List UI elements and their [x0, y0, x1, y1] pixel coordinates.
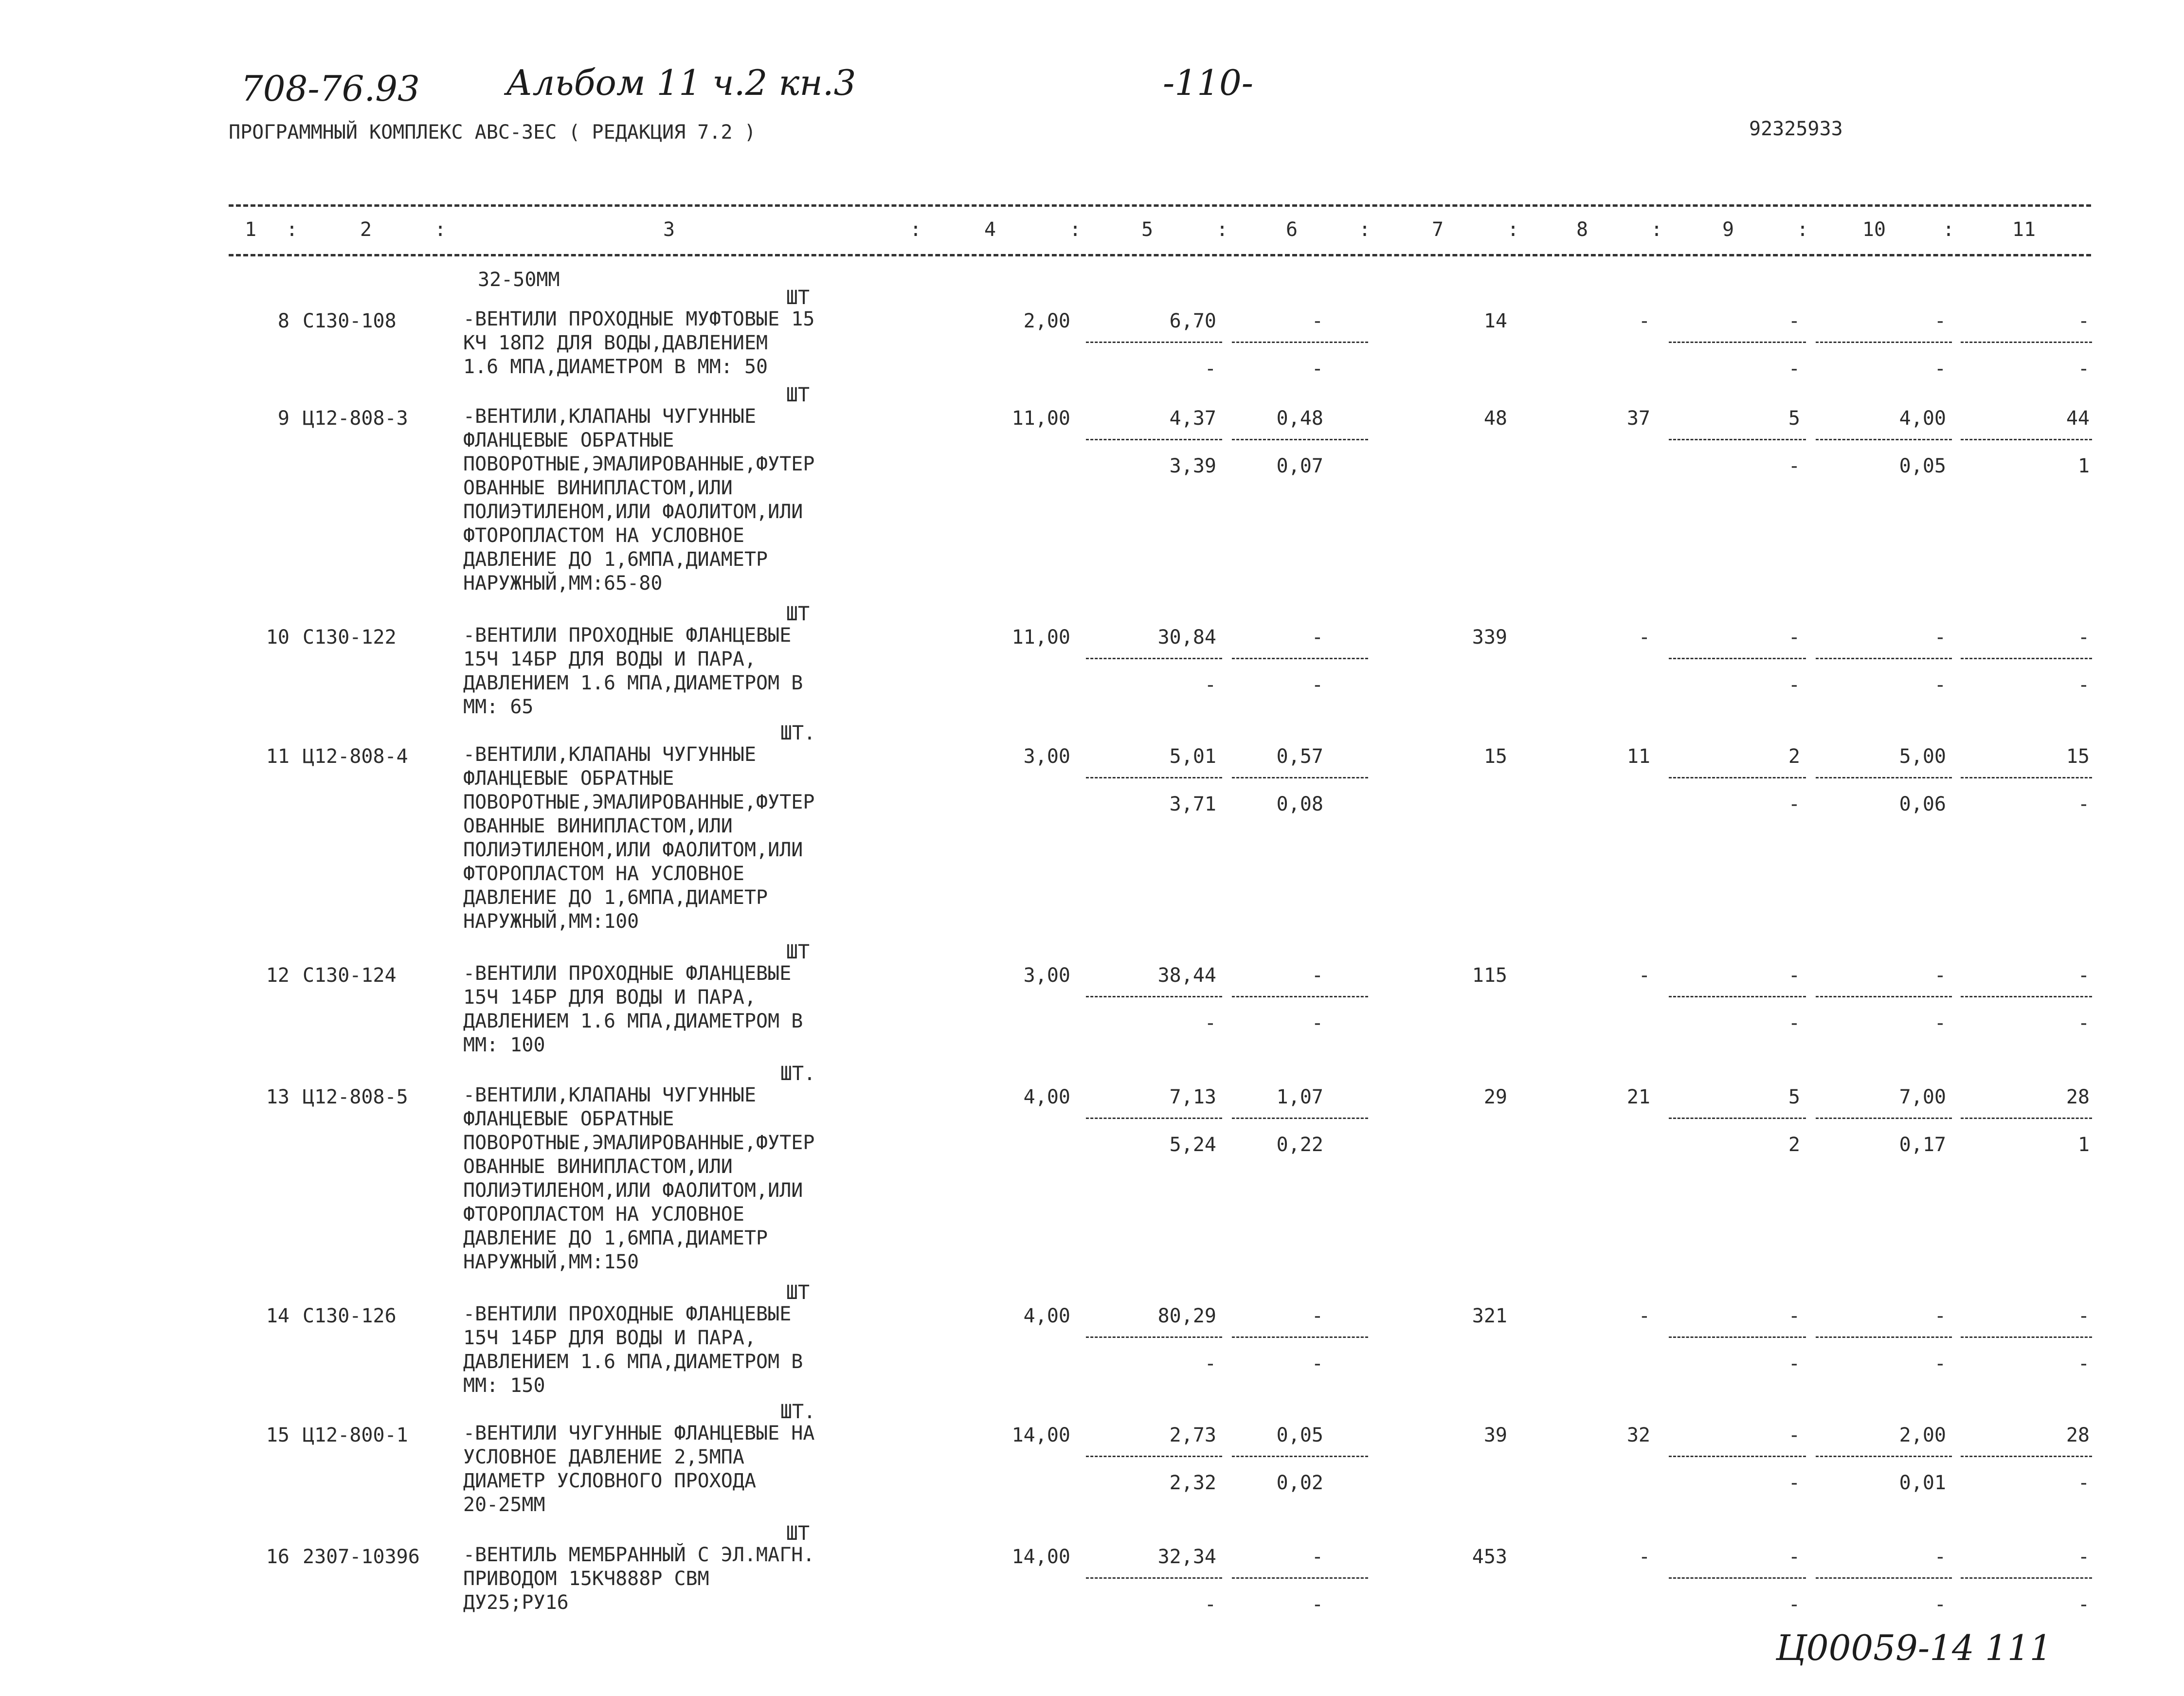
col5-sub-value: 3,39 [1169, 455, 1216, 477]
program-title: ПРОГРАММНЫЙ КОМПЛЕКС АВС-3ЕС ( РЕДАКЦИЯ 7.2 ) [229, 121, 756, 144]
row-number: 16 [266, 1546, 289, 1568]
col11-value: 15 [2066, 745, 2090, 768]
description-line: КЧ 18П2 ДЛЯ ВОДЫ,ДАВЛЕНИЕМ [463, 332, 768, 354]
col8-value: 11 [1626, 745, 1650, 768]
fraction-line [1816, 1336, 1952, 1338]
description-line: ПОЛИЭТИЛЕНОМ,ИЛИ ФАОЛИТОМ,ИЛИ [463, 839, 803, 861]
fraction-line [1232, 1336, 1368, 1338]
col5-value: 38,44 [1157, 964, 1216, 987]
unit-label: ШТ [786, 1522, 810, 1545]
col10-sub-value: - [1934, 1593, 1946, 1616]
col10-sub-value: - [1934, 1012, 1946, 1034]
footer-stamp: Ц00059-14 [1776, 1627, 1974, 1668]
column-header-11: 11 [2012, 218, 2036, 241]
col6-value: 0,05 [1276, 1424, 1323, 1446]
col9-sub-value: - [1788, 674, 1800, 696]
col5-sub-value: - [1204, 1593, 1216, 1616]
col11-value: - [2077, 1305, 2090, 1327]
col10-sub-value: 0,06 [1899, 793, 1946, 815]
column-header-3: 3 [663, 218, 675, 241]
col5-value: 30,84 [1157, 626, 1216, 649]
fraction-line [1961, 1456, 2092, 1457]
fraction-line [1086, 439, 1222, 440]
col10-sub-value: - [1934, 674, 1946, 696]
description-line: ДАВЛЕНИЕМ 1.6 МПА,ДИАМЕТРОМ В [463, 1351, 803, 1373]
description-line: ОВАННЫЕ ВИНИПЛАСТОМ,ИЛИ [463, 815, 733, 837]
fraction-line [1669, 342, 1806, 343]
description-line: -ВЕНТИЛИ,КЛАПАНЫ ЧУГУННЫЕ [463, 405, 757, 428]
col9-value: - [1788, 1424, 1800, 1446]
fraction-line [1816, 342, 1952, 343]
description-line: 20-25ММ [463, 1494, 545, 1516]
row-number: 12 [266, 964, 289, 987]
column-header-8: 8 [1576, 218, 1588, 241]
col10-value: - [1934, 1305, 1946, 1327]
col10-value: 7,00 [1899, 1086, 1946, 1108]
row-description [463, 405, 814, 595]
unit-label: ШТ. [780, 722, 816, 744]
col4-value: 2,00 [1023, 310, 1070, 332]
column-separator: : [286, 218, 298, 241]
col5-value: 7,13 [1169, 1086, 1216, 1108]
col10-sub-value: 0,01 [1899, 1472, 1946, 1494]
col7-value: 115 [1472, 964, 1507, 987]
col8-value: 32 [1626, 1424, 1650, 1446]
description-line: -ВЕНТИЛИ ПРОХОДНЫЕ ФЛАНЦЕВЫЕ [463, 962, 792, 985]
col5-value: 6,70 [1169, 310, 1216, 332]
row-code: С130-124 [303, 964, 397, 987]
description-line: ДУ25;РУ16 [463, 1591, 569, 1614]
col6-sub-value: - [1311, 1012, 1323, 1034]
col11-sub-value: - [2077, 358, 2090, 380]
fraction-line [1816, 996, 1952, 997]
col6-sub-value: - [1311, 1593, 1323, 1616]
col7-value: 453 [1472, 1546, 1507, 1568]
row-description [463, 307, 814, 379]
col8-value: - [1638, 626, 1650, 649]
fraction-line [1816, 1577, 1952, 1579]
col4-value: 3,00 [1023, 964, 1070, 987]
row-number: 9 [277, 407, 289, 430]
description-line: -ВЕНТИЛЬ МЕМБРАННЫЙ С ЭЛ.МАГН. [463, 1544, 815, 1566]
col8-value: - [1638, 310, 1650, 332]
fraction-line [1086, 1118, 1222, 1119]
col4-value: 11,00 [1011, 407, 1070, 430]
col9-value: - [1788, 626, 1800, 649]
col9-sub-value: - [1788, 1012, 1800, 1034]
fraction-line [1086, 342, 1222, 343]
header-rule-bottom [229, 254, 2091, 256]
col6-value: - [1311, 964, 1323, 987]
col6-value: - [1311, 626, 1323, 649]
col7-value: 15 [1483, 745, 1507, 768]
fraction-line [1232, 658, 1368, 659]
col10-sub-value: - [1934, 1353, 1946, 1375]
fraction-line [1669, 777, 1806, 778]
col10-sub-value: - [1934, 358, 1946, 380]
fraction-line [1669, 439, 1806, 440]
fraction-line [1961, 342, 2092, 343]
description-line: -ВЕНТИЛИ ПРОХОДНЫЕ МУФТОВЫЕ 15 [463, 308, 815, 330]
fraction-line [1961, 439, 2092, 440]
column-header-2: 2 [360, 218, 372, 241]
description-line: -ВЕНТИЛИ ПРОХОДНЫЕ ФЛАНЦЕВЫЕ [463, 1303, 792, 1325]
col6-sub-value: 0,07 [1276, 455, 1323, 477]
description-line: ПОЛИЭТИЛЕНОМ,ИЛИ ФАОЛИТОМ,ИЛИ [463, 1179, 803, 1202]
description-line: НАРУЖНЫЙ,ММ:150 [463, 1251, 639, 1273]
description-line: ПОВОРОТНЫЕ,ЭМАЛИРОВАННЫЕ,ФУТЕР [463, 791, 815, 813]
column-separator: : [1069, 218, 1082, 241]
description-line: ММ: 100 [463, 1034, 545, 1056]
col9-value: 2 [1788, 745, 1800, 768]
fraction-line [1669, 996, 1806, 997]
col11-value: - [2077, 964, 2090, 987]
row-code: Ц12-808-5 [303, 1086, 408, 1108]
unit-label: ШТ. [780, 1063, 816, 1085]
col6-sub-value: - [1311, 674, 1323, 696]
fraction-line [1232, 1118, 1368, 1119]
description-line: ДИАМЕТР УСЛОВНОГО ПРОХОДА [463, 1470, 757, 1492]
row-number: 14 [266, 1305, 289, 1327]
row-code: Ц12-808-3 [303, 407, 408, 430]
column-header-4: 4 [984, 218, 996, 241]
col11-value: 28 [2066, 1424, 2090, 1446]
col6-value: 0,57 [1276, 745, 1323, 768]
fraction-line [1232, 1577, 1368, 1579]
column-separator: : [434, 218, 447, 241]
column-header-6: 6 [1285, 218, 1298, 241]
fraction-line [1816, 777, 1952, 778]
column-header-5: 5 [1141, 218, 1154, 241]
description-line: ММ: 65 [463, 696, 534, 718]
col7-value: 39 [1483, 1424, 1507, 1446]
description-line: НАРУЖНЫЙ,ММ:65-80 [463, 572, 663, 595]
description-line: ПРИВОДОМ 15КЧ888Р СВМ [463, 1568, 709, 1590]
fraction-line [1961, 777, 2092, 778]
description-line: -ВЕНТИЛИ,КЛАПАНЫ ЧУГУННЫЕ [463, 1084, 757, 1106]
col10-sub-value: 0,05 [1899, 455, 1946, 477]
description-line: ПОВОРОТНЫЕ,ЭМАЛИРОВАННЫЕ,ФУТЕР [463, 453, 815, 475]
row-code: С130-108 [303, 310, 397, 332]
col5-value: 80,29 [1157, 1305, 1216, 1327]
row-code: С130-126 [303, 1305, 397, 1327]
col10-sub-value: 0,17 [1899, 1134, 1946, 1156]
col5-value: 4,37 [1169, 407, 1216, 430]
col6-value: 1,07 [1276, 1086, 1323, 1108]
row-code: 2307-10396 [303, 1546, 420, 1568]
carry-over-text: 32-50ММ [478, 269, 560, 291]
header-rule-top [229, 204, 2091, 207]
col10-value: - [1934, 1546, 1946, 1568]
fraction-line [1961, 658, 2092, 659]
col9-sub-value: - [1788, 358, 1800, 380]
fraction-line [1961, 996, 2092, 997]
fraction-line [1086, 658, 1222, 659]
row-number: 10 [266, 626, 289, 649]
fraction-line [1086, 1456, 1222, 1457]
column-header-7: 7 [1431, 218, 1444, 241]
unit-label: ШТ [786, 603, 810, 625]
col5-sub-value: 2,32 [1169, 1472, 1216, 1494]
col9-sub-value: 2 [1788, 1134, 1800, 1156]
fraction-line [1816, 439, 1952, 440]
description-line: НАРУЖНЫЙ,ММ:100 [463, 910, 639, 933]
col4-value: 4,00 [1023, 1086, 1070, 1108]
column-separator: : [1650, 218, 1663, 241]
col5-sub-value: 5,24 [1169, 1134, 1216, 1156]
col9-sub-value: - [1788, 1593, 1800, 1616]
col5-sub-value: 3,71 [1169, 793, 1216, 815]
col10-value: - [1934, 626, 1946, 649]
description-line: 15Ч 14БР ДЛЯ ВОДЫ И ПАРА, [463, 1327, 757, 1349]
page-number: -110- [1163, 62, 1254, 103]
col11-sub-value: - [2077, 1472, 2090, 1494]
column-header-1: 1 [244, 218, 257, 241]
col6-sub-value: 0,02 [1276, 1472, 1323, 1494]
column-separator: : [1796, 218, 1809, 241]
col10-value: - [1934, 964, 1946, 987]
description-line: 15Ч 14БР ДЛЯ ВОДЫ И ПАРА, [463, 648, 757, 670]
row-description [463, 1422, 814, 1517]
col6-sub-value: - [1311, 1353, 1323, 1375]
fraction-line [1669, 1577, 1806, 1579]
column-separator: : [909, 218, 922, 241]
fraction-line [1961, 1577, 2092, 1579]
fraction-line [1086, 1577, 1222, 1579]
col11-sub-value: - [2077, 793, 2090, 815]
col5-sub-value: - [1204, 1353, 1216, 1375]
col10-value: 5,00 [1899, 745, 1946, 768]
description-line: -ВЕНТИЛИ ЧУГУННЫЕ ФЛАНЦЕВЫЕ НА [463, 1422, 815, 1444]
col9-value: - [1788, 1546, 1800, 1568]
col8-value: - [1638, 964, 1650, 987]
col9-sub-value: - [1788, 1472, 1800, 1494]
description-line: ДАВЛЕНИЕМ 1.6 МПА,ДИАМЕТРОМ В [463, 1010, 803, 1032]
col5-value: 2,73 [1169, 1424, 1216, 1446]
col9-value: - [1788, 964, 1800, 987]
description-line: ФТОРОПЛАСТОМ НА УСЛОВНОЕ [463, 863, 744, 885]
album-title: Альбом 11 ч.2 кн.3 [506, 62, 856, 103]
fraction-line [1669, 1336, 1806, 1338]
fraction-line [1232, 1456, 1368, 1457]
unit-label: ШТ [786, 1281, 810, 1304]
fraction-line [1232, 777, 1368, 778]
col11-sub-value: 1 [2077, 455, 2090, 477]
description-line: ФТОРОПЛАСТОМ НА УСЛОВНОЕ [463, 524, 744, 547]
fraction-line [1086, 996, 1222, 997]
unit-label: ШТ [786, 941, 810, 963]
description-line: -ВЕНТИЛИ ПРОХОДНЫЕ ФЛАНЦЕВЫЕ [463, 624, 792, 647]
column-separator: : [1358, 218, 1371, 241]
col11-sub-value: - [2077, 1593, 2090, 1616]
unit-label: ШТ [786, 384, 810, 406]
col6-value: - [1311, 310, 1323, 332]
fraction-line [1232, 342, 1368, 343]
column-separator: : [1942, 218, 1955, 241]
row-number: 13 [266, 1086, 289, 1108]
col11-value: 28 [2066, 1086, 2090, 1108]
description-line: ДАВЛЕНИЕ ДО 1,6МПА,ДИАМЕТР [463, 886, 768, 909]
fraction-line [1816, 658, 1952, 659]
description-line: ФЛАНЦЕВЫЕ ОБРАТНЫЕ [463, 429, 674, 451]
doc-code: 708-76.93 [241, 68, 420, 109]
row-code: Ц12-800-1 [303, 1424, 408, 1446]
description-line: 15Ч 14БР ДЛЯ ВОДЫ И ПАРА, [463, 986, 757, 1009]
col5-sub-value: - [1204, 674, 1216, 696]
description-line: ФЛАНЦЕВЫЕ ОБРАТНЫЕ [463, 1108, 674, 1130]
col11-sub-value: - [2077, 1012, 2090, 1034]
description-line: УСЛОВНОЕ ДАВЛЕНИЕ 2,5МПА [463, 1446, 744, 1468]
col9-value: 5 [1788, 407, 1800, 430]
col9-value: 5 [1788, 1086, 1800, 1108]
description-line: 1.6 МПА,ДИАМЕТРОМ В ММ: 50 [463, 356, 768, 378]
row-description [463, 743, 814, 934]
col5-value: 32,34 [1157, 1546, 1216, 1568]
col4-value: 14,00 [1011, 1546, 1070, 1568]
col5-sub-value: - [1204, 358, 1216, 380]
description-line: ФЛАНЦЕВЫЕ ОБРАТНЫЕ [463, 767, 674, 790]
unit-label: ШТ [786, 287, 810, 309]
column-separator: : [1216, 218, 1228, 241]
col6-sub-value: 0,08 [1276, 793, 1323, 815]
description-line: ДАВЛЕНИЕМ 1.6 МПА,ДИАМЕТРОМ В [463, 672, 803, 694]
fraction-line [1232, 996, 1368, 997]
description-line: ПОВОРОТНЫЕ,ЭМАЛИРОВАННЫЕ,ФУТЕР [463, 1132, 815, 1154]
col6-value: - [1311, 1305, 1323, 1327]
col11-value: - [2077, 310, 2090, 332]
col7-value: 48 [1483, 407, 1507, 430]
row-description [463, 624, 803, 719]
col11-value: 44 [2066, 407, 2090, 430]
col10-value: 2,00 [1899, 1424, 1946, 1446]
col9-value: - [1788, 310, 1800, 332]
col6-sub-value: 0,22 [1276, 1134, 1323, 1156]
col9-sub-value: - [1788, 455, 1800, 477]
description-line: ОВАННЫЕ ВИНИПЛАСТОМ,ИЛИ [463, 477, 733, 499]
col6-value: 0,48 [1276, 407, 1323, 430]
description-line: ДАВЛЕНИЕ ДО 1,6МПА,ДИАМЕТР [463, 548, 768, 571]
row-description [463, 1302, 803, 1398]
row-code: Ц12-808-4 [303, 745, 408, 768]
col4-value: 11,00 [1011, 626, 1070, 649]
description-line: ПОЛИЭТИЛЕНОМ,ИЛИ ФАОЛИТОМ,ИЛИ [463, 501, 803, 523]
col4-value: 14,00 [1011, 1424, 1070, 1446]
fraction-line [1669, 658, 1806, 659]
col5-sub-value: - [1204, 1012, 1216, 1034]
row-number: 11 [266, 745, 289, 768]
footer-sheet: 111 [1985, 1627, 2052, 1668]
col6-value: - [1311, 1546, 1323, 1568]
fraction-line [1669, 1118, 1806, 1119]
col7-value: 14 [1483, 310, 1507, 332]
description-line: ДАВЛЕНИЕ ДО 1,6МПА,ДИАМЕТР [463, 1227, 768, 1249]
col4-value: 3,00 [1023, 745, 1070, 768]
fraction-line [1816, 1456, 1952, 1457]
fraction-line [1669, 1456, 1806, 1457]
fraction-line [1232, 439, 1368, 440]
fraction-line [1961, 1118, 2092, 1119]
col11-sub-value: - [2077, 1353, 2090, 1375]
col4-value: 4,00 [1023, 1305, 1070, 1327]
description-line: ОВАННЫЕ ВИНИПЛАСТОМ,ИЛИ [463, 1155, 733, 1178]
col11-sub-value: - [2077, 674, 2090, 696]
row-code: С130-122 [303, 626, 397, 649]
description-line: ФТОРОПЛАСТОМ НА УСЛОВНОЕ [463, 1203, 744, 1226]
col8-value: 21 [1626, 1086, 1650, 1108]
col9-value: - [1788, 1305, 1800, 1327]
row-description [463, 962, 803, 1057]
column-header-9: 9 [1722, 218, 1734, 241]
col10-value: 4,00 [1899, 407, 1946, 430]
description-line: -ВЕНТИЛИ,КЛАПАНЫ ЧУГУННЫЕ [463, 743, 757, 766]
row-number: 15 [266, 1424, 289, 1446]
col6-sub-value: - [1311, 358, 1323, 380]
column-separator: : [1507, 218, 1519, 241]
col8-value: 37 [1626, 407, 1650, 430]
description-line: ММ: 150 [463, 1374, 545, 1397]
col7-value: 29 [1483, 1086, 1507, 1108]
col10-value: - [1934, 310, 1946, 332]
col5-value: 5,01 [1169, 745, 1216, 768]
col9-sub-value: - [1788, 793, 1800, 815]
row-description [463, 1543, 814, 1615]
row-description [463, 1083, 814, 1274]
col11-sub-value: 1 [2077, 1134, 2090, 1156]
fraction-line [1961, 1336, 2092, 1338]
col11-value: - [2077, 626, 2090, 649]
row-number: 8 [277, 310, 289, 332]
column-header-10: 10 [1862, 218, 1886, 241]
col7-value: 339 [1472, 626, 1507, 649]
col7-value: 321 [1472, 1305, 1507, 1327]
col8-value: - [1638, 1305, 1650, 1327]
fraction-line [1816, 1118, 1952, 1119]
unit-label: ШТ. [780, 1401, 816, 1423]
col8-value: - [1638, 1546, 1650, 1568]
fraction-line [1086, 777, 1222, 778]
document-id: 92325933 [1749, 118, 1843, 140]
col11-value: - [2077, 1546, 2090, 1568]
col9-sub-value: - [1788, 1353, 1800, 1375]
fraction-line [1086, 1336, 1222, 1338]
